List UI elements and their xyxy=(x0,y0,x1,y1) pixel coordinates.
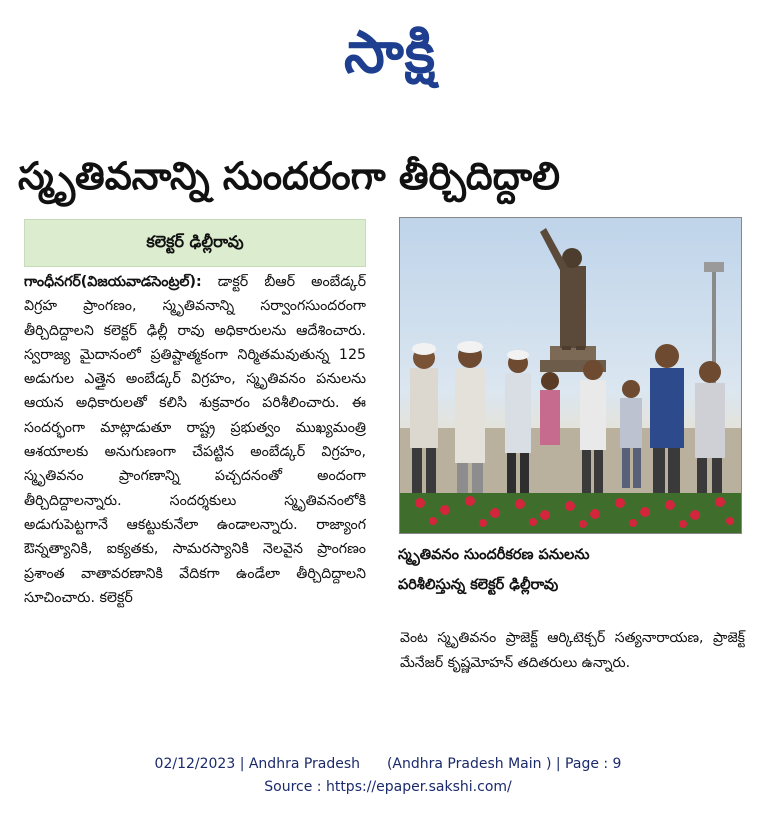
footer-sub-edition: (Andhra Pradesh Main ) xyxy=(386,756,552,772)
footer-edition-line xyxy=(0,756,776,772)
subhead-box xyxy=(24,219,366,267)
logo-text: సాక్షి xyxy=(343,18,437,86)
footer-date: 02/12/2023 xyxy=(154,756,236,772)
footer-source: Source : https://epaper.sakshi.com/ xyxy=(264,779,512,795)
caption-line-2: పరిశీలిస్తున్న కలెక్టర్ ఢిల్లీరావు xyxy=(398,577,559,593)
footer-edition: Andhra Pradesh xyxy=(248,756,361,772)
footer-page: Page : 9 xyxy=(565,756,622,772)
body-left-text: డాక్టర్ బీఆర్ అంబేడ్కర్ విగ్రహ ప్రాంగణం, స్మృతివనాన్ని సర్వాంగసుందరంగా తీర్చిదిద్దాలని కలెక్టర్ ఢిల్లీ రావు అధికారులను ఆదేశించారు. స్వరాజ్య మైదానంలో ప్రతిష్టాత్మకంగా నిర్మితమవుతున్న 125 అడుగుల ఎత్తైన అంబేడ్కర్ విగ్రహం, స్మృతివనం పనులను ఆయన అధికారులతో కలిసి శుక్రవారం పరిశీలించారు. ఈ సందర్భంగా మాట్లాడుతూ రాష్ట్ర ప్రభుత్వం ముఖ్యమంత్రి ఆశయాలకు అనుగుణంగా చేపట్టిన అంబేడ్కర్ విగ్రహం, స్మృతివనం ప్రాంగణాన్ని పచ్చదనంతో అందంగా తీర్చిదిద్దాలన్నారు. సందర్శకులు స్మృతివనంలోకి అడుగుపెట్టగానే ఆకట్టుకునేలా ఉండాలన్నారు. రాజ్యాంగ ఔన్నత్యానికి, ఐక్యతకు, సామరస్యానికి నెలవైన ప్రాంగణం ప్రశాంత వాతావరణానికి వేదికగా ఉండేలా తీర్చిదిద్దాలని సూచించారు. కలెక్టర్ xyxy=(24,274,366,606)
footer-separator: | xyxy=(239,756,245,772)
photo-caption xyxy=(398,540,743,600)
photo-illustration xyxy=(400,218,741,533)
article-photo xyxy=(399,217,742,534)
dateline: గాంధీనగర్(విజయవాడసెంట్రల్): xyxy=(24,274,202,290)
footer-separator-2: | xyxy=(555,756,561,772)
masthead-logo xyxy=(290,12,490,92)
article-body-right: వెంట స్మృతివనం ప్రాజెక్ట్ ఆర్కిటెక్చర్ సత్యనారాయణ, ప్రాజెక్ట్ మేనేజర్ కృష్ణమోహన్ తదితరులు ఉన్నారు. xyxy=(400,630,745,671)
caption-line-1: స్మృతివనం సుందరీకరణ పనులను xyxy=(398,547,590,563)
subhead-text: కలెక్టర్ ఢిల్లీరావు xyxy=(146,231,244,251)
article-headline: స్మృతివనాన్ని సుందరంగా తీర్చిదిద్దాలి xyxy=(18,154,560,198)
article-body-left xyxy=(24,270,366,720)
